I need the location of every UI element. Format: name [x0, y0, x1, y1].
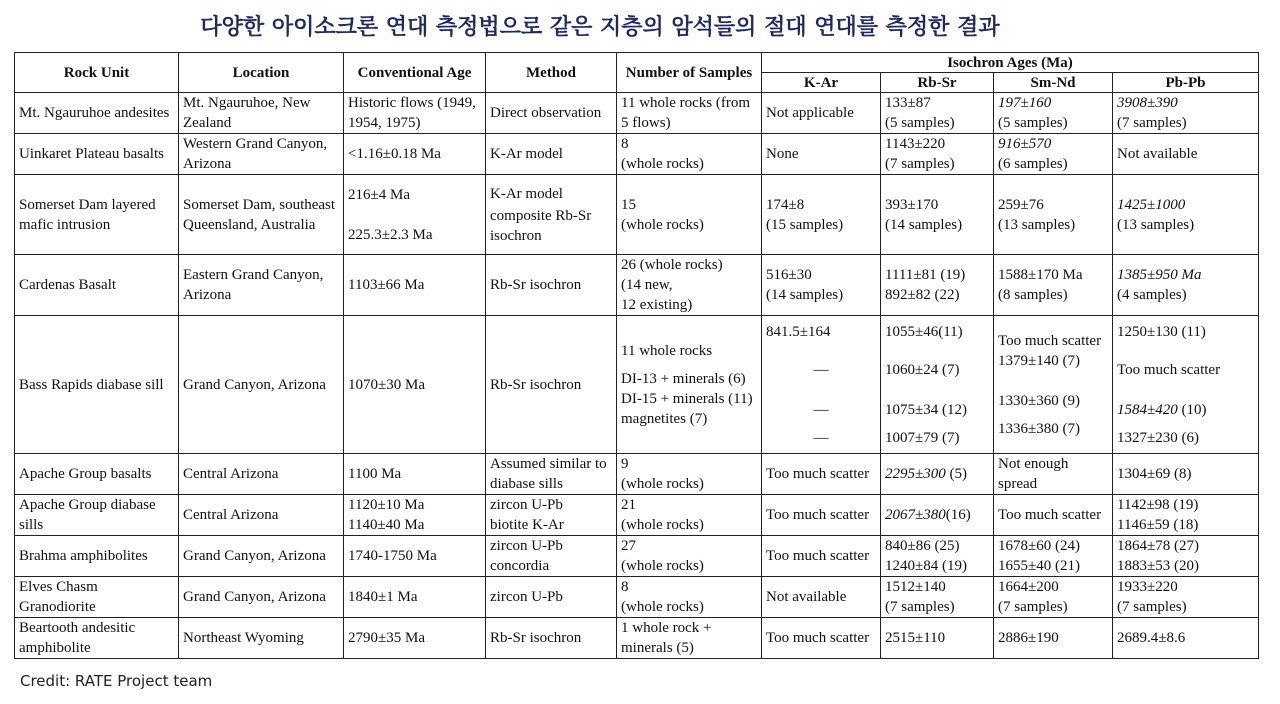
cell-pbpb: 1385±950 Ma (4 samples)	[1113, 255, 1259, 316]
cell-rbsr: 393±170 (14 samples)	[881, 175, 994, 255]
table-row	[15, 255, 1259, 316]
cell-kar: 841.5±164 — — —	[762, 316, 881, 454]
cell-pbpb: Not available	[1113, 134, 1259, 175]
cell-kar: Not available	[762, 577, 881, 618]
cell-location: Grand Canyon, Arizona	[179, 316, 344, 454]
table-row	[15, 316, 1259, 454]
cell-location: Central Arizona	[179, 495, 344, 536]
header-kar: K-Ar	[762, 73, 881, 93]
cell-rbsr: 1055±46(11) 1060±24 (7) 1075±34 (12) 1007±79 (7)	[881, 316, 994, 454]
cell-rbsr: 2067±380(16)	[881, 495, 994, 536]
header-pbpb: Pb-Pb	[1113, 73, 1259, 93]
cell-smnd: Not enough spread	[994, 454, 1113, 495]
cell-location: Eastern Grand Canyon, Arizona	[179, 255, 344, 316]
header-smnd: Sm-Nd	[994, 73, 1113, 93]
cell-smnd: 197±160 (5 samples)	[994, 93, 1113, 134]
cell-samples: 27 (whole rocks)	[617, 536, 762, 577]
cell-age: 1100 Ma	[344, 454, 486, 495]
table-row	[15, 495, 1259, 536]
cell-samples: 11 whole rocks (from 5 flows)	[617, 93, 762, 134]
cell-rbsr: 1143±220 (7 samples)	[881, 134, 994, 175]
cell-rock: Beartooth andesitic amphibolite	[15, 618, 179, 659]
cell-method: K-Ar model composite Rb-Sr isochron	[486, 175, 617, 255]
cell-method: zircon U-Pb	[486, 577, 617, 618]
cell-location: Western Grand Canyon, Arizona	[179, 134, 344, 175]
cell-age: 1103±66 Ma	[344, 255, 486, 316]
header-method: Method	[486, 53, 617, 93]
cell-smnd: 1588±170 Ma (8 samples)	[994, 255, 1113, 316]
cell-kar: Too much scatter	[762, 454, 881, 495]
cell-smnd: 259±76 (13 samples)	[994, 175, 1113, 255]
cell-pbpb: 1304±69 (8)	[1113, 454, 1259, 495]
cell-location: Mt. Ngauruhoe, New Zealand	[179, 93, 344, 134]
cell-samples: 8 (whole rocks)	[617, 134, 762, 175]
cell-pbpb: 1142±98 (19) 1146±59 (18)	[1113, 495, 1259, 536]
cell-kar: Too much scatter	[762, 495, 881, 536]
cell-smnd: 2886±190	[994, 618, 1113, 659]
cell-location: Central Arizona	[179, 454, 344, 495]
table-row	[15, 536, 1259, 577]
cell-pbpb: 3908±390 (7 samples)	[1113, 93, 1259, 134]
table-row	[15, 618, 1259, 659]
page-title: 다양한 아이소크론 연대 측정법으로 같은 지층의 암석들의 절대 연대를 측정한 결과	[200, 15, 1000, 40]
cell-location: Northeast Wyoming	[179, 618, 344, 659]
cell-location: Grand Canyon, Arizona	[179, 577, 344, 618]
cell-smnd: Too much scatter 1379±140 (7) 1330±360 (9) 1336±380 (7)	[994, 316, 1113, 454]
header-rbsr: Rb-Sr	[881, 73, 994, 93]
cell-samples: 21 (whole rocks)	[617, 495, 762, 536]
cell-rock: Apache Group basalts	[15, 454, 179, 495]
cell-method: Rb-Sr isochron	[486, 316, 617, 454]
cell-samples: 1 whole rock + minerals (5)	[617, 618, 762, 659]
isochron-table	[14, 52, 1259, 659]
cell-rock: Uinkaret Plateau basalts	[15, 134, 179, 175]
table-row	[15, 577, 1259, 618]
cell-kar: Too much scatter	[762, 536, 881, 577]
cell-samples: 8 (whole rocks)	[617, 577, 762, 618]
cell-rock: Mt. Ngauruhoe andesites	[15, 93, 179, 134]
cell-pbpb: 1250±130 (11) Too much scatter 1584±420 (10) 1327±230 (6)	[1113, 316, 1259, 454]
cell-rock: Elves Chasm Granodiorite	[15, 577, 179, 618]
cell-pbpb: 1864±78 (27) 1883±53 (20)	[1113, 536, 1259, 577]
cell-age: <1.16±0.18 Ma	[344, 134, 486, 175]
header-isochron-ages: Isochron Ages (Ma)	[762, 53, 1259, 73]
cell-samples: 11 whole rocks DI-13 + minerals (6) DI-15 + minerals (11) magnetites (7)	[617, 316, 762, 454]
cell-rock: Apache Group diabase sills	[15, 495, 179, 536]
cell-method: Assumed similar to diabase sills	[486, 454, 617, 495]
cell-rbsr: 2295±300 (5)	[881, 454, 994, 495]
cell-rbsr: 2515±110	[881, 618, 994, 659]
cell-age: 2790±35 Ma	[344, 618, 486, 659]
cell-smnd: 916±570 (6 samples)	[994, 134, 1113, 175]
table-row	[15, 134, 1259, 175]
header-conventional-age: Conventional Age	[344, 53, 486, 93]
header-location: Location	[179, 53, 344, 93]
cell-age: 1070±30 Ma	[344, 316, 486, 454]
cell-samples: 9 (whole rocks)	[617, 454, 762, 495]
table-row	[15, 454, 1259, 495]
cell-age: 1840±1 Ma	[344, 577, 486, 618]
cell-method: Rb-Sr isochron	[486, 618, 617, 659]
cell-samples: 15 (whole rocks)	[617, 175, 762, 255]
cell-kar: 516±30 (14 samples)	[762, 255, 881, 316]
cell-rbsr: 133±87 (5 samples)	[881, 93, 994, 134]
cell-pbpb: 2689.4±8.6	[1113, 618, 1259, 659]
cell-method: zircon U-Pb biotite K-Ar	[486, 495, 617, 536]
cell-method: Direct observation	[486, 93, 617, 134]
cell-age: 216±4 Ma 225.3±2.3 Ma	[344, 175, 486, 255]
table-row	[15, 175, 1259, 255]
cell-method: Rb-Sr isochron	[486, 255, 617, 316]
cell-smnd: Too much scatter	[994, 495, 1113, 536]
cell-rock: Brahma amphibolites	[15, 536, 179, 577]
cell-rbsr: 840±86 (25) 1240±84 (19)	[881, 536, 994, 577]
cell-smnd: 1664±200 (7 samples)	[994, 577, 1113, 618]
cell-kar: 174±8 (15 samples)	[762, 175, 881, 255]
cell-rock: Cardenas Basalt	[15, 255, 179, 316]
cell-age: 1740-1750 Ma	[344, 536, 486, 577]
cell-age: 1120±10 Ma 1140±40 Ma	[344, 495, 486, 536]
cell-pbpb: 1933±220 (7 samples)	[1113, 577, 1259, 618]
cell-rbsr: 1111±81 (19) 892±82 (22)	[881, 255, 994, 316]
cell-method: zircon U-Pb concordia	[486, 536, 617, 577]
header-samples: Number of Samples	[617, 53, 762, 93]
cell-samples: 26 (whole rocks) (14 new, 12 existing)	[617, 255, 762, 316]
cell-location: Somerset Dam, southeast Queensland, Australia	[179, 175, 344, 255]
header-rock-unit: Rock Unit	[15, 53, 179, 93]
cell-kar: Not applicable	[762, 93, 881, 134]
cell-method: K-Ar model	[486, 134, 617, 175]
cell-smnd: 1678±60 (24) 1655±40 (21)	[994, 536, 1113, 577]
credit-text: Credit: RATE Project team	[20, 672, 213, 690]
cell-rock: Bass Rapids diabase sill	[15, 316, 179, 454]
cell-location: Grand Canyon, Arizona	[179, 536, 344, 577]
cell-rbsr: 1512±140 (7 samples)	[881, 577, 994, 618]
cell-kar: Too much scatter	[762, 618, 881, 659]
cell-age: Historic flows (1949, 1954, 1975)	[344, 93, 486, 134]
cell-pbpb: 1425±1000 (13 samples)	[1113, 175, 1259, 255]
table-row	[15, 93, 1259, 134]
cell-kar: None	[762, 134, 881, 175]
cell-rock: Somerset Dam layered mafic intrusion	[15, 175, 179, 255]
